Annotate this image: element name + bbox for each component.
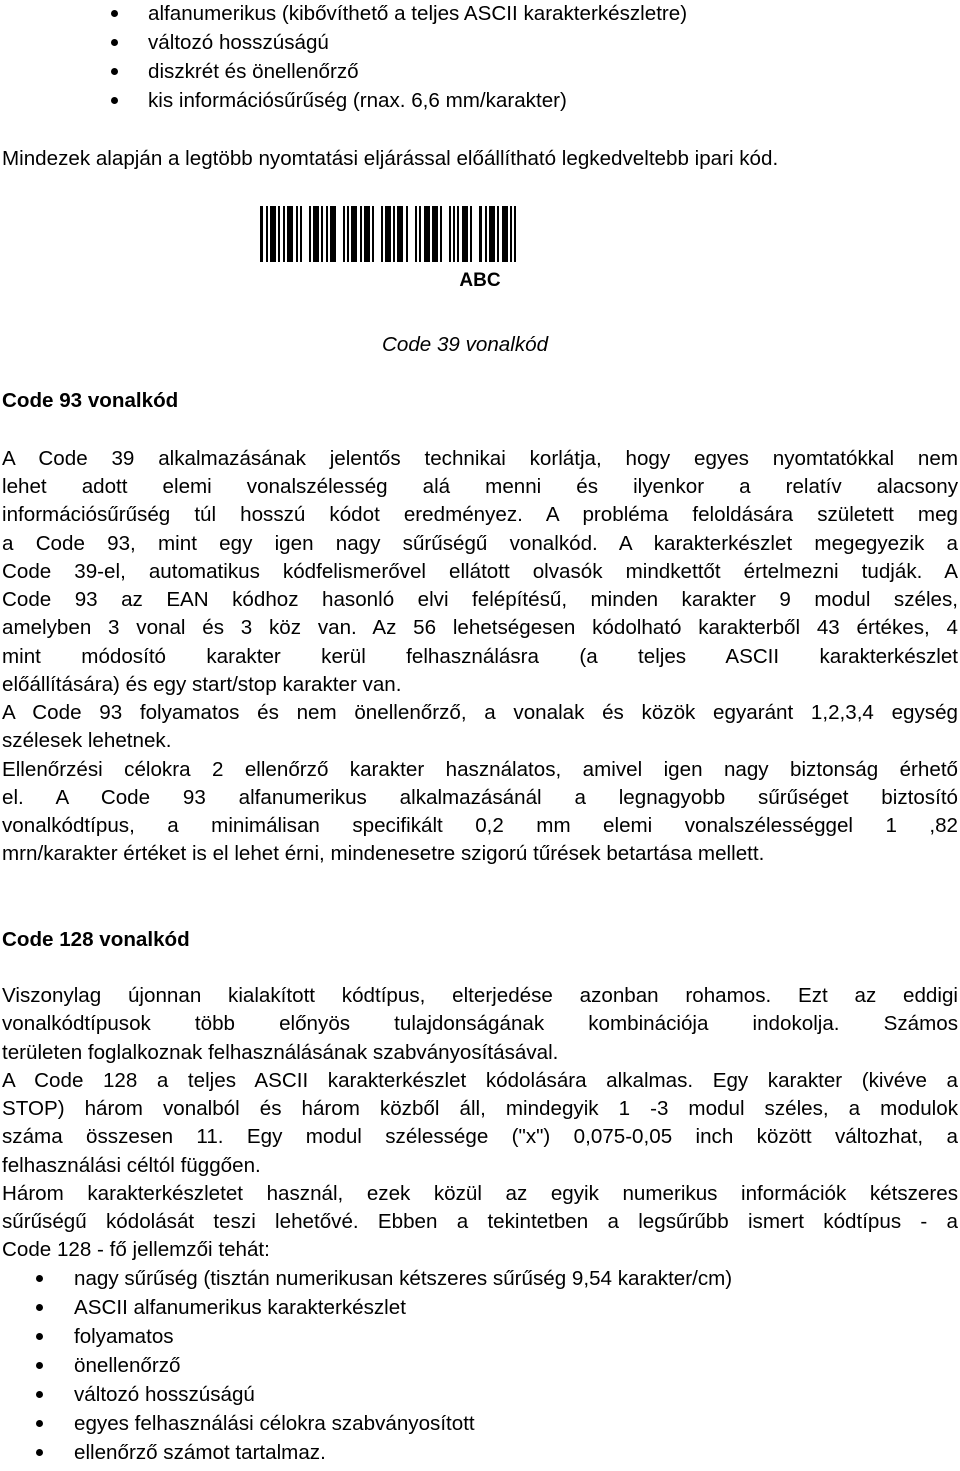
barcode-bar [502, 206, 508, 262]
text-line: Ellenőrzési célokra 2 ellenőrző karakter használatos, amivel igen nagy biztonság érhető [2, 758, 958, 781]
barcode-bar [485, 206, 487, 262]
bullet-icon [36, 1362, 43, 1369]
barcode-bar [419, 206, 421, 262]
barcode-bar [260, 206, 263, 262]
barcode-bar [313, 206, 319, 262]
intro-paragraph: Mindezek alapján a legtöbb nyomtatási eljárással előállítható legkedveltebb ipari kód. [2, 147, 779, 170]
text-line: Három karakterkészletet használ, ezek közül az egyik numerikus információk kétszeres [2, 1182, 958, 1205]
figure-caption: Code 39 vonalkód [382, 333, 549, 356]
bullet-icon [36, 1275, 43, 1282]
list-item: folyamatos [74, 1325, 174, 1348]
barcode-bar [278, 206, 280, 262]
barcode-bar [393, 206, 395, 262]
barcode-bar [489, 206, 495, 262]
list-item: kis információsűrűség (rnax. 6,6 mm/karakter) [148, 89, 567, 112]
bullet-icon [111, 10, 118, 17]
text-line: sűrűségű kódolását teszi lehetővé. Ebben a tekintetben a legsűrűbb ismert kódtípus - a [2, 1210, 958, 1233]
barcode-bar [287, 206, 293, 262]
bullet-icon [111, 68, 118, 75]
section-heading-code128: Code 128 vonalkód [2, 928, 190, 951]
barcode-bar [321, 206, 323, 262]
barcode-bar [364, 206, 370, 262]
list-item: egyes felhasználási célokra szabványosított [74, 1412, 475, 1435]
barcode-bar [372, 206, 374, 262]
barcode-bar [309, 206, 311, 262]
barcode-bar [462, 206, 468, 262]
text-line: vonalkódtípus, a minimálisan specifikált 0,2 mm elemi vonalszélességgel 1 ,82 [2, 814, 958, 837]
list-item: önellenőrző [74, 1354, 181, 1377]
barcode-image [244, 198, 704, 298]
barcode-bar [283, 206, 285, 262]
list-item: változó hosszúságú [148, 31, 329, 54]
text-line: Code 128 - fő jellemzői tehát: [2, 1238, 270, 1261]
bullet-icon [111, 97, 118, 104]
bullet-icon [36, 1391, 43, 1398]
section-heading-code93: Code 93 vonalkód [2, 389, 179, 412]
barcode-bar [385, 206, 391, 262]
text-line: Viszonylag újonnan kialakított kódtípus, elterjedése azonban rohamos. Ezt az eddigi [2, 984, 958, 1007]
barcode-bar [479, 206, 482, 262]
bullet-icon [36, 1449, 43, 1456]
barcode-bar [326, 206, 328, 262]
barcode-bar [432, 206, 438, 262]
text-line: Code 93 az EAN kódhoz hasonló elvi felépítésű, minden karakter 9 modul széles, [2, 588, 958, 611]
text-line: A Code 128 a teljes ASCII karakterkészlet kódolására alkalmas. Egy karakter (kivéve a [2, 1069, 958, 1092]
text-line: lehet adott elemi vonalszélesség alá menni és ilyenkor a relatív alacsony [2, 475, 958, 498]
barcode-bar [510, 206, 512, 262]
list-item: alfanumerikus (kibővíthető a teljes ASCII karakterkészletre) [148, 2, 688, 25]
text-line: mint módosító karakter kerül felhasználásra (a teljes ASCII karakterkészlet [2, 645, 958, 668]
barcode-bar [397, 206, 403, 262]
barcode-bar [266, 206, 268, 262]
barcode-bar [453, 206, 455, 262]
text-line: területen foglalkoznak felhasználásának szabványosításával. [2, 1041, 559, 1064]
barcode-bar [381, 206, 383, 262]
text-line: előállítására) és egy start/stop karakter van. [2, 673, 402, 696]
barcode-text: ABC [459, 270, 501, 291]
barcode-bar [514, 206, 516, 262]
barcode-bar [497, 206, 499, 262]
text-line: STOP) három vonalból és három közből áll, mindegyik 1 -3 modul széles, a modulok [2, 1097, 958, 1120]
barcode-bar [424, 206, 430, 262]
barcode-bar [470, 206, 472, 262]
list-item: ellenőrző számot tartalmaz. [74, 1441, 326, 1464]
barcode-bar [457, 206, 459, 262]
text-line: mrn/karakter értéket is el lehet érni, mindenesetre szigorú tűrések betartása mellett. [2, 842, 765, 865]
text-line: a Code 93, mint egy igen nagy sűrűségű vonalkód. A karakterkészlet megegyezik a [2, 532, 958, 555]
barcode-bar [360, 206, 362, 262]
barcode-bar [296, 206, 298, 262]
barcode-bar [440, 206, 442, 262]
text-line: vonalkódtípusok több előnyös tulajdonságának kombinációja indokolja. Számos [2, 1012, 958, 1035]
bullet-icon [36, 1420, 43, 1427]
list-item: diszkrét és önellenőrző [148, 60, 359, 83]
text-line: száma összesen 11. Egy modul szélessége ("x") 0,075-0,05 inch között változhat, a [2, 1125, 958, 1148]
text-line: Code 39-el, automatikus kódfelismerővel ellátott olvasók mindkettőt értelmezni tudják. A [2, 560, 958, 583]
barcode-bar [347, 206, 349, 262]
bullet-icon [36, 1304, 43, 1311]
text-line: el. A Code 93 alfanumerikus alkalmazásánál a legnagyobb sűrűséget biztosító [2, 786, 958, 809]
list-item: nagy sűrűség (tisztán numerikusan kétszeres sűrűség 9,54 karakter/cm) [74, 1267, 733, 1290]
bullet-icon [36, 1333, 43, 1340]
barcode-bar [300, 206, 302, 262]
barcode-bar [330, 206, 336, 262]
text-line: felhasználási céltól függően. [2, 1154, 261, 1177]
text-line: A Code 93 folyamatos és nem önellenőrző, a vonalak és közök egyaránt 1,2,3,4 egység [2, 701, 958, 724]
text-line: szélesek lehetnek. [2, 729, 172, 752]
text-line: információsűrűség túl hosszú kódot eredményez. A probléma feloldására született meg [2, 503, 958, 526]
barcode-bar [406, 206, 408, 262]
bullet-icon [111, 39, 118, 46]
text-line: amelyben 3 vonal és 3 köz van. Az 56 lehetségesen kódolható karakterből 43 értékes, 4 [2, 616, 958, 639]
barcode-bar [415, 206, 417, 262]
barcode-bar [449, 206, 451, 262]
list-item: változó hosszúságú [74, 1383, 255, 1406]
barcode-bar [270, 206, 276, 262]
text-line: A Code 39 alkalmazásának jelentős technikai korlátja, hogy egyes nyomtatókkal nem [2, 447, 958, 470]
list-item: ASCII alfanumerikus karakterkészlet [74, 1296, 406, 1319]
barcode-bar [351, 206, 357, 262]
barcode-bar [343, 206, 345, 262]
